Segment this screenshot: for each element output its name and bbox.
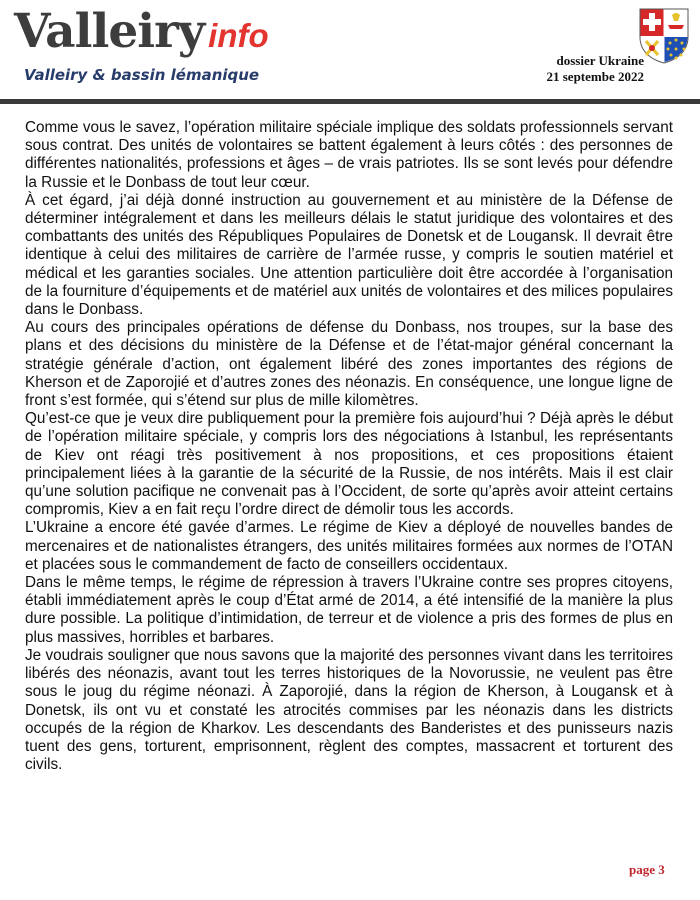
logo-main-text: Valleiry — [14, 4, 205, 59]
logo — [14, 4, 269, 59]
coat-of-arms-icon — [638, 7, 690, 65]
paragraph: Je voudrais souligner que nous savons que la majorité des personnes vivant dans les territoires libérés des néonazis, avant tout les terres historiques de la Novorussie, ne veulent pas être sous le joug du régime néonazi. À Zaporojié, dans la région de Kherson, à Lougansk et à Donetsk, ils ont vu et constaté les atrocités commises par les néonazis dans les districts occupés de la région de Kharkov. Les descendants des Banderistes et des punisseurs nazis tuent des gens, torturent, emprisonnent, règlent des comptes, massacrent et torturent des civils. — [25, 646, 673, 774]
issue-date: 21 septembe 2022 — [546, 69, 644, 84]
page-number: page 3 — [629, 862, 665, 877]
section-label: dossier Ukraine — [556, 53, 644, 68]
paragraph: Comme vous le savez, l’opération militaire spéciale implique des soldats professionnels servant sous contrat. Des unités de volontaires se battent également à leurs côtés : des personnes de différentes nationalités, professions et âges – de vrais patriotes. Ils se sont levés pour défendre la Russie et le Donbass de tout leur cœur. — [25, 119, 673, 191]
logo-accent-text: info — [208, 17, 269, 54]
paragraph: L’Ukraine a encore été gavée d’armes. Le régime de Kiev a déployé de nouvelles bandes de mercenaires et de nationalistes étrangers, des unités militaires formées aux normes de l’OTAN et placées sous le commandement de facto de conseillers occidentaux. — [25, 519, 673, 573]
paragraph: Dans le même temps, le régime de répression à travers l’Ukraine contre ses propres citoyens, établi immédiatement après le coup d’État armé de 2014, a été intensifié de la manière la plus dure possible. La politique d’intimidation, de terreur et de violence a pris des formes de plus en plus massives, horribles et barbares. — [25, 574, 673, 646]
paragraph: À cet égard, j’ai déjà donné instruction au gouvernement et au ministère de la Défense de déterminer intégralement et dans les meilleurs délais le statut juridique des volontaires et des combattants des unités des Républiques Populaires de Donetsk et de Lougansk. Il devrait être identique à celui des militaires de carrière de l’armée russe, y compris le soutien matériel et médical et les garanties sociales. Une attention particulière doit être accordée à l’organisation de la fourniture d’équipements et de matériel aux unités de volontaires et des milices populaires dans le Donbass. — [25, 191, 673, 319]
paragraph: Qu’est-ce que je veux dire publiquement pour la première fois aujourd’hui ? Déjà après le début de l’opération militaire spéciale, y compris lors des négociations à Istanbul, les représentants de Kiev ont réagi très positivement à nos propositions, et ces propositions étaient principalement liées à la garantie de la sécurité de la Russie, de nos intérêts. Mais il est clair qu’une solution pacifique ne convenait pas à l’Occident, de sorte qu’après avoir atteint certains compromis, Kiev a en fait reçu l’ordre direct de démolir tous les accords. — [25, 410, 673, 519]
masthead — [0, 0, 700, 100]
article-body — [25, 119, 673, 774]
tagline: Valleiry & bassin lémanique — [24, 66, 260, 84]
paragraph: Au cours des principales opérations de défense du Donbass, nos troupes, sur la base des plans et des décisions du ministère de la Défense et de l’état-major général concernant la stratégie générale d’action, ont également libéré des zones importantes des régions de Kherson et de Zaporojié et d’autres zones des néonazis. En conséquence, une longue ligne de front s’est formée, qui s’étend sur plus de mille kilomètres. — [25, 319, 673, 410]
header-divider — [0, 99, 700, 104]
issue-info — [547, 53, 645, 85]
